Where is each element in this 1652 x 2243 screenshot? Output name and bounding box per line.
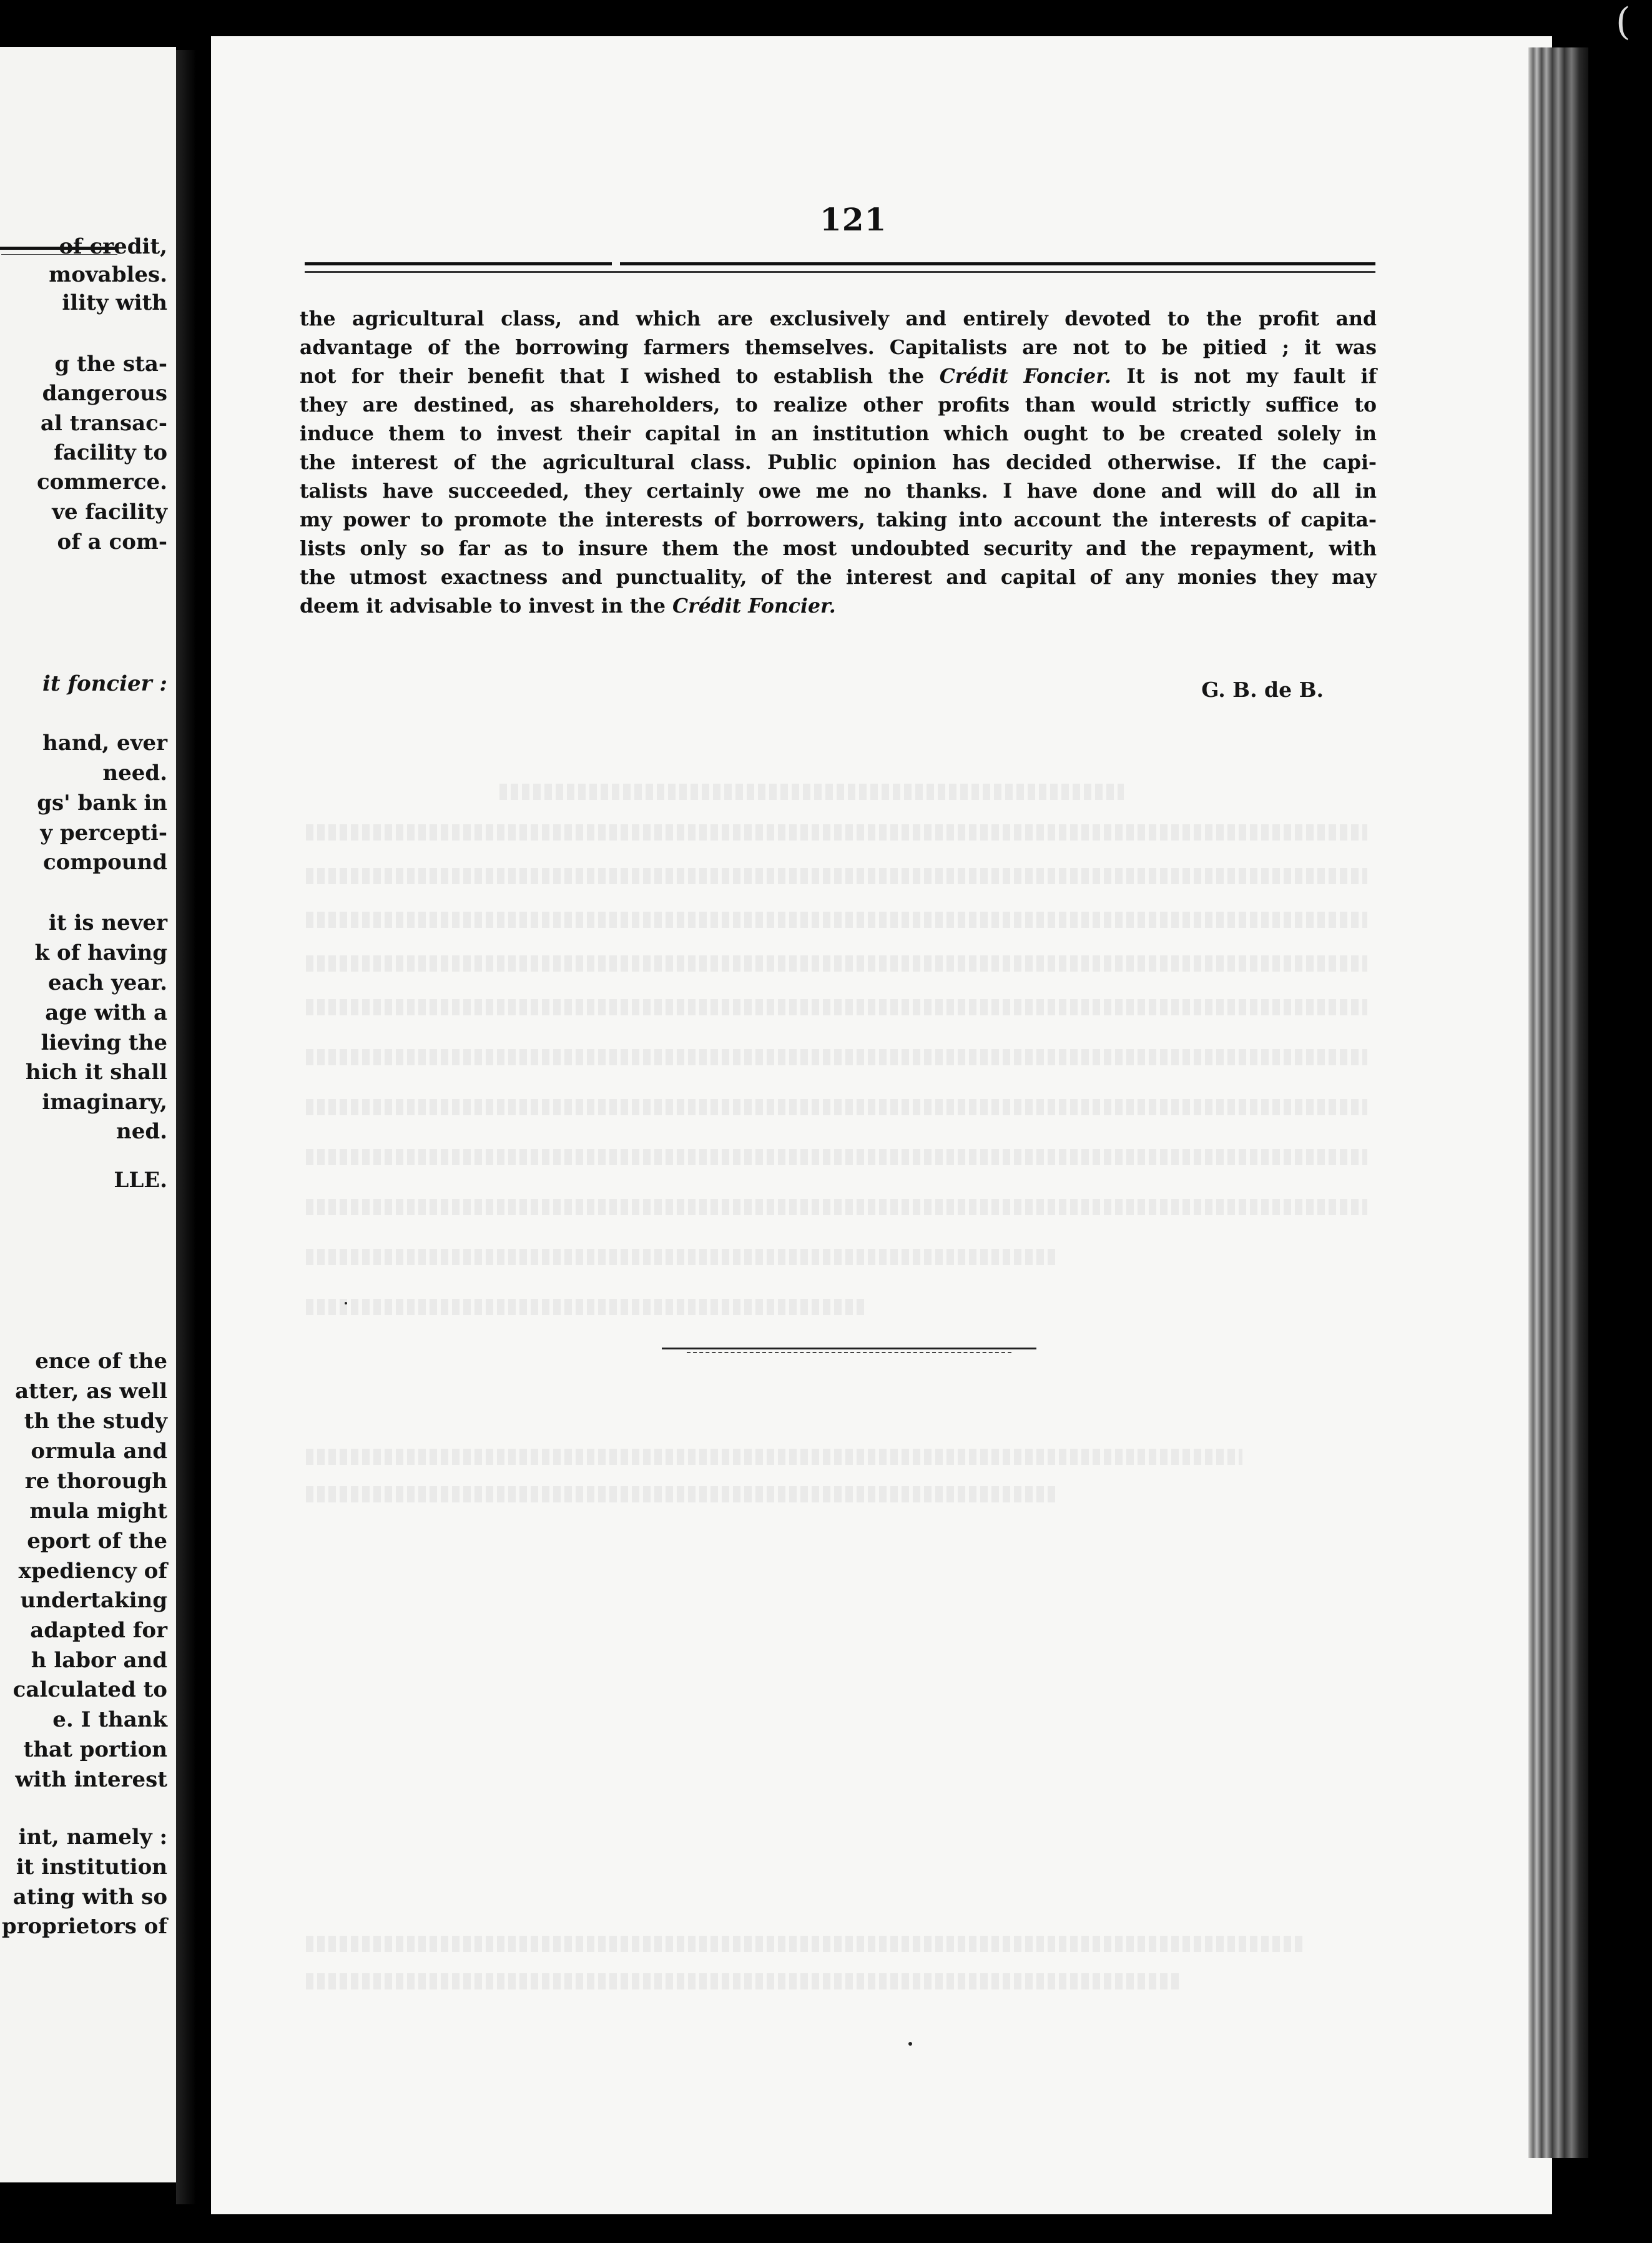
left-page-line: LLE. [114,1168,167,1193]
page-edges [1528,47,1588,2158]
body-line: talists have succeeded, they certainly owe me no thanks. I have done and will do all in [300,480,1377,503]
left-page-line: al transac- [40,411,167,436]
left-page-line: hich it shall [25,1060,167,1085]
body-line: my power to promote the interests of borrowers, taking into account the interests of capita- [300,508,1377,531]
left-page-line: each year. [48,970,167,995]
bleed-through [306,1486,1055,1502]
left-page-line: g the sta- [54,352,167,377]
left-page-line: imaginary, [42,1090,167,1115]
author-signature: G. B. de B. [1201,678,1324,702]
body-line: not for their benefit that I wished to establish the Crédit Foncier. It is not my fault if [300,365,1377,388]
left-page-line: e. I thank [52,1707,167,1732]
left-page-line: atter, as well [15,1379,167,1404]
left-page-line: with interest [15,1767,167,1792]
left-page-text-fragments [0,47,176,2182]
left-page-line: age with a [45,1000,167,1025]
left-page-line: proprietors of [1,1914,167,1939]
left-page-line: movables. [49,262,167,287]
ink-speck [908,2042,912,2046]
left-page-line: ned. [116,1119,167,1144]
left-page-line: h labor and [31,1648,167,1673]
left-page-line: calculated to [12,1677,167,1702]
left-page-line: ve facility [52,500,167,525]
header-rule-right [620,262,1375,265]
left-page-line: it is never [48,910,167,935]
body-line: lists only so far as to insure them the most undoubted security and the repayment, with [300,537,1377,560]
left-page-line: of a com- [57,530,167,555]
left-page-line: y percepti- [40,821,167,845]
left-page-line: int, namely : [18,1825,167,1850]
bleed-through [306,1249,1055,1265]
left-page-line: adapted for [30,1618,167,1643]
body-line: the interest of the agricultural class. Public opinion has decided otherwise. If the capi- [300,451,1377,474]
header-rule-left [305,262,612,265]
bleed-through [306,955,1367,972]
left-page-line: it foncier : [42,671,167,696]
bleed-through [306,1199,1367,1215]
left-page-line: ormula and [31,1439,167,1464]
left-page-line: undertaking [20,1588,167,1613]
bleed-through [306,868,1367,884]
left-page-line: eport of the [27,1529,167,1554]
book-gutter [176,50,212,2204]
body-line: advantage of the borrowing farmers themselves. Capitalists are not to be pitied ; it was [300,336,1377,359]
left-page-line: k of having [34,940,167,965]
left-page-line: that portion [23,1737,167,1762]
left-page-line: it institution [16,1855,167,1880]
bleed-through [306,1973,1180,1989]
section-divider-ornament [662,1348,1036,1354]
left-page-line: ility with [62,290,167,315]
left-page-line: lieving the [41,1030,167,1055]
body-line: deem it advisable to invest in the Crédit Foncier. [300,594,836,618]
bleed-through [499,784,1124,800]
left-page-line: compound [42,850,167,875]
left-page-line: ating with so [12,1885,167,1910]
body-line: induce them to invest their capital in an institution which ought to be created solely in [300,422,1377,445]
left-page-line: xpediency of [18,1559,167,1584]
left-page-line: facility to [54,440,167,465]
left-page-line: dangerous [42,381,167,406]
bleed-through [306,1099,1367,1115]
left-page-line: th the study [24,1409,167,1434]
header-rule-under [305,271,1375,273]
bleed-through [306,1299,868,1315]
left-page-line: hand, ever [42,731,167,756]
left-page-line: re thorough [24,1469,167,1494]
body-line: the agricultural class, and which are exclusively and entirely devoted to the profit and [300,307,1377,330]
left-page-line: mula might [29,1499,167,1524]
body-line: they are destined, as shareholders, to realize other profits than would strictly suffice to [300,393,1377,417]
bleed-through [306,999,1367,1015]
page-number: 121 [820,201,887,238]
left-page-line: commerce. [36,470,167,495]
left-page-line: gs' bank in [37,791,167,816]
body-line: the utmost exactness and punctuality, of the interest and capital of any monies they may [300,566,1377,589]
bleed-through [306,1936,1305,1952]
left-facing-page [0,47,176,2182]
left-page-line: of credit, [59,234,167,259]
bleed-through [306,824,1367,841]
left-page-line: ence of the [35,1349,167,1374]
bleed-through [306,1149,1367,1165]
left-page-line: need. [102,761,167,786]
bleed-through [306,1449,1242,1465]
bleed-through [306,1049,1367,1065]
ink-speck [345,1302,347,1304]
bleed-through [306,912,1367,928]
corner-mark: ( [1616,0,1631,44]
article-body [300,305,1377,621]
